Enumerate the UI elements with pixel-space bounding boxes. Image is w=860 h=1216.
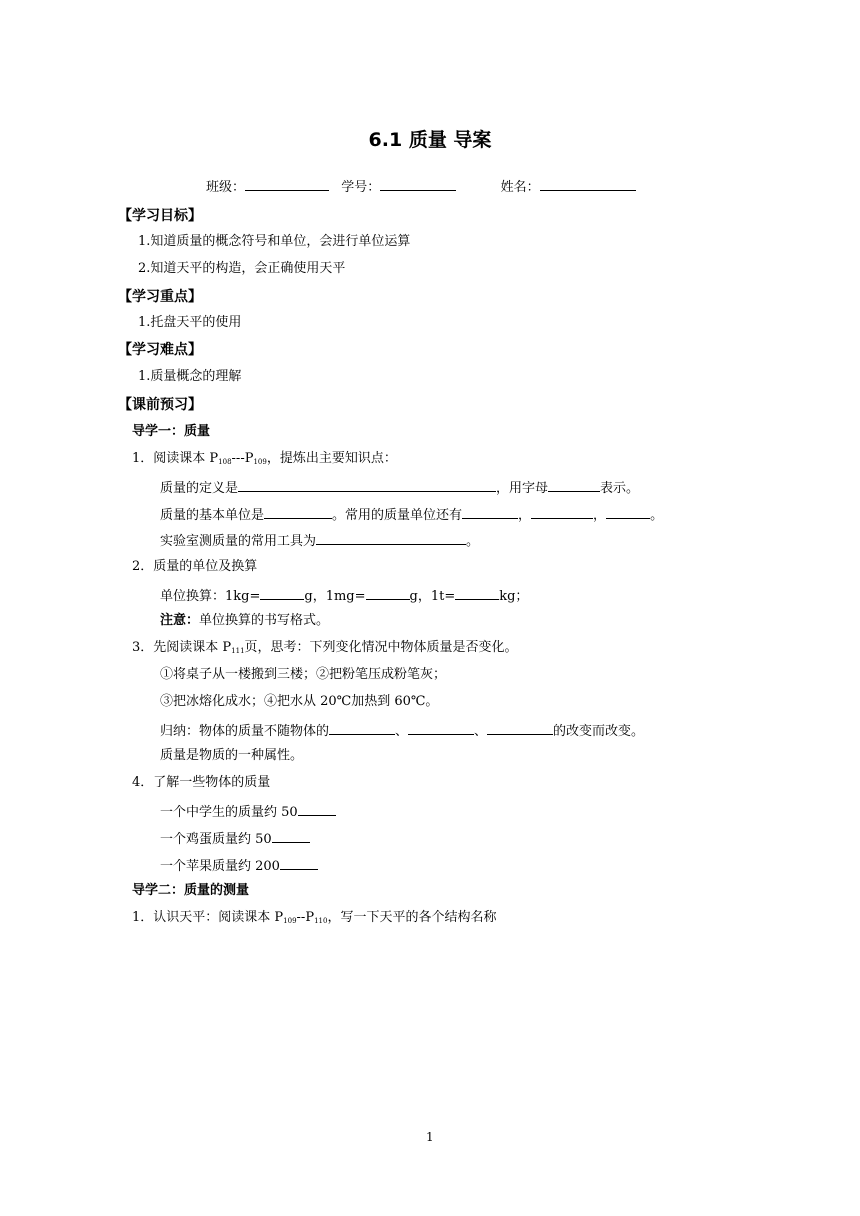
note-label: 注意： — [160, 613, 200, 628]
symbol-label: ，用字母 — [496, 481, 549, 496]
base-unit-label: 质量的基本单位是 — [160, 508, 265, 523]
property-line: 质量是物质的一种属性。 — [160, 748, 304, 763]
tool-label: 实验室测质量的常用工具为 — [160, 534, 317, 549]
guide1-q3 — [132, 641, 518, 655]
note-text: 单位换算的书写格式。 — [199, 613, 330, 628]
separator: 、 — [395, 724, 409, 739]
q1-mid: ---P — [231, 451, 254, 466]
name-label: 姓名： — [500, 180, 540, 195]
key-points-header: 【学习重点】 — [118, 289, 202, 305]
guide1-q4-title: 4．了解一些物体的质量 — [132, 775, 271, 790]
student-info-row — [206, 178, 636, 194]
line-end: 。 — [466, 534, 480, 549]
unit-blank-1[interactable] — [462, 506, 518, 519]
summary-label: 归纳：物体的质量不随物体的 — [160, 724, 330, 739]
other-units-label: 。常用的质量单位还有 — [332, 508, 463, 523]
tool-blank[interactable] — [316, 532, 466, 545]
objectives-header: 【学习目标】 — [118, 208, 202, 224]
summary-blank-1[interactable] — [329, 722, 395, 735]
page-sub: 108 — [218, 458, 232, 466]
mass-unit-blank[interactable] — [298, 803, 336, 816]
note-line — [160, 614, 329, 627]
conversion-line — [160, 587, 528, 603]
definition-end: 表示。 — [600, 481, 640, 496]
separator: 、 — [474, 724, 488, 739]
q3-suffix: 页，思考：下列变化情况中物体质量是否变化。 — [244, 640, 518, 655]
page-sub: 111 — [231, 647, 245, 655]
objective-item: 1.知道质量的概念符号和单位，会进行单位运算 — [138, 234, 411, 249]
tool-line — [160, 532, 479, 548]
mass-item-text: 一个中学生的质量约 50 — [160, 805, 298, 820]
q3-line-1: ①将桌子从一楼搬到三楼；②把粉笔压成粉笔灰； — [160, 667, 447, 682]
preview-header: 【课前预习】 — [118, 397, 202, 413]
page-title: 6.1 质量 导案 — [368, 129, 492, 151]
key-point-item: 1.托盘天平的使用 — [138, 315, 242, 330]
mass-item-text: 一个苹果质量约 200 — [160, 859, 280, 874]
objective-item: 2.知道天平的构造，会正确使用天平 — [138, 261, 346, 276]
guide1-title: 导学一：质量 — [132, 424, 211, 439]
symbol-blank[interactable] — [548, 479, 600, 492]
q1-prefix: 1．阅读课本 P — [132, 451, 219, 466]
summary-end: 的改变而改变。 — [553, 724, 645, 739]
t-blank[interactable] — [455, 587, 499, 600]
definition-line — [160, 479, 639, 495]
definition-label: 质量的定义是 — [160, 481, 239, 496]
guide2-title: 导学二：质量的测量 — [132, 883, 250, 898]
mass-unit-blank[interactable] — [280, 857, 318, 870]
summary-line — [160, 722, 644, 738]
line-end: 。 — [650, 508, 664, 523]
guide1-q2-title: 2．质量的单位及换算 — [132, 559, 258, 574]
class-blank[interactable] — [245, 178, 329, 191]
t-label: g，1t= — [409, 589, 456, 604]
conversion-end: kg； — [499, 589, 529, 604]
q1-suffix: ，提炼出主要知识点： — [266, 451, 397, 466]
separator: ， — [593, 508, 607, 523]
guide1-q1 — [132, 452, 397, 466]
g2q1-prefix: 1．认识天平：阅读课本 P — [132, 910, 284, 925]
student-id-label: 学号： — [341, 180, 381, 195]
separator: ， — [518, 508, 532, 523]
mass-item — [160, 830, 310, 846]
mass-item — [160, 857, 318, 873]
mass-item-text: 一个鸡蛋质量约 50 — [160, 832, 272, 847]
unit-blank-3[interactable] — [606, 506, 650, 519]
unit-blank-2[interactable] — [531, 506, 593, 519]
guide2-q1 — [132, 911, 496, 925]
name-blank[interactable] — [540, 178, 636, 191]
class-label: 班级： — [206, 180, 246, 195]
mg-label: g，1mg= — [304, 589, 366, 604]
mass-unit-blank[interactable] — [272, 830, 310, 843]
summary-blank-3[interactable] — [487, 722, 553, 735]
g2q1-mid: --P — [296, 910, 315, 925]
page-sub: 109 — [253, 458, 267, 466]
student-id-blank[interactable] — [380, 178, 456, 191]
g2q1-suffix: ，写一下天平的各个结构名称 — [327, 910, 497, 925]
unit-line — [160, 506, 663, 522]
page-sub: 110 — [314, 917, 328, 925]
base-unit-blank[interactable] — [264, 506, 332, 519]
difficulties-header: 【学习难点】 — [118, 342, 202, 358]
q3-prefix: 3．先阅读课本 P — [132, 640, 232, 655]
q3-line-2: ③把冰熔化成水；④把水从 20℃加热到 60℃。 — [160, 694, 439, 709]
page-sub: 109 — [283, 917, 297, 925]
page-number: 1 — [426, 1130, 434, 1144]
mg-blank[interactable] — [366, 587, 410, 600]
kg-blank[interactable] — [260, 587, 304, 600]
kg-label: 单位换算：1kg= — [160, 589, 261, 604]
difficulty-item: 1.质量概念的理解 — [138, 369, 242, 384]
mass-item — [160, 803, 336, 819]
definition-blank[interactable] — [238, 479, 496, 492]
summary-blank-2[interactable] — [408, 722, 474, 735]
